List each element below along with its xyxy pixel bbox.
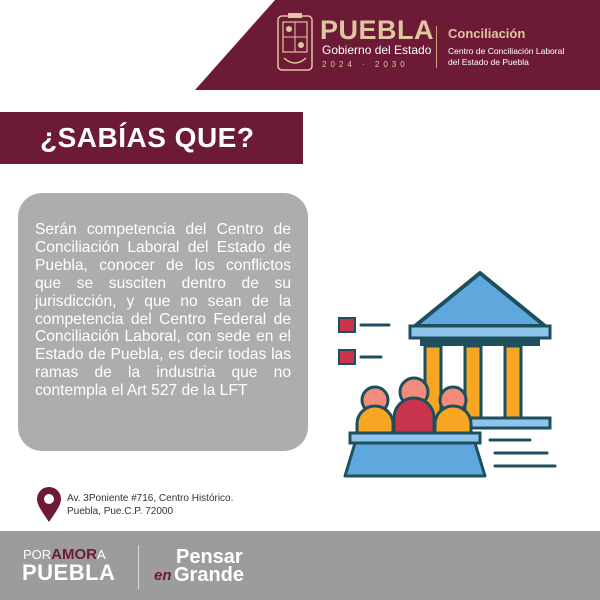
header-divider (436, 26, 437, 68)
section-subtitle-line1: Centro de Conciliación Laboral (448, 46, 565, 56)
footer-a: A (97, 547, 106, 562)
location-pin-icon (36, 487, 62, 523)
coat-of-arms-icon (276, 12, 314, 74)
people-group-icon (357, 378, 471, 440)
title-banner (0, 112, 303, 164)
info-box (18, 193, 308, 451)
brand-subtitle: Gobierno del Estado (322, 43, 432, 57)
table-icon (345, 433, 485, 476)
section-subtitle (448, 46, 598, 68)
footer-pensar: Pensar (176, 546, 243, 568)
brand-name: PUEBLA (320, 15, 435, 45)
info-text: Serán competencia del Centro de Conciliación Laboral del Estado de Puebla, conocer de los conflictos que se susciten dentro de su jurisdicción, y que no sean de la competencia del Centro Federal de Conciliación Laboral, con sede en el Estado de Puebla, es decir todas las ramas de la industria que no contempla el Art 527 de la LFT (35, 221, 291, 400)
address-line2: Puebla, Pue.C.P. 72000 (67, 505, 174, 517)
page-title: ¿SABÍAS QUE? (40, 122, 255, 153)
footer-puebla: PUEBLA (22, 560, 116, 585)
footer-por: POR (23, 547, 52, 562)
brand-years: 2024 · 2030 (322, 60, 409, 69)
footer-grande: Grande (174, 564, 245, 586)
header-logo (276, 10, 596, 80)
section-title: Conciliación (448, 26, 526, 41)
address (67, 493, 233, 518)
footer-en: en (154, 567, 172, 584)
courthouse-illustration (325, 268, 575, 478)
document-lines-icon (339, 318, 389, 364)
section-subtitle-line2: del Estado de Puebla (448, 57, 529, 67)
footer (0, 531, 600, 600)
footer-divider (138, 545, 139, 589)
footer-amor: AMOR (51, 546, 97, 563)
address-line1: Av. 3Poniente #716, Centro Histórico. (67, 493, 234, 504)
